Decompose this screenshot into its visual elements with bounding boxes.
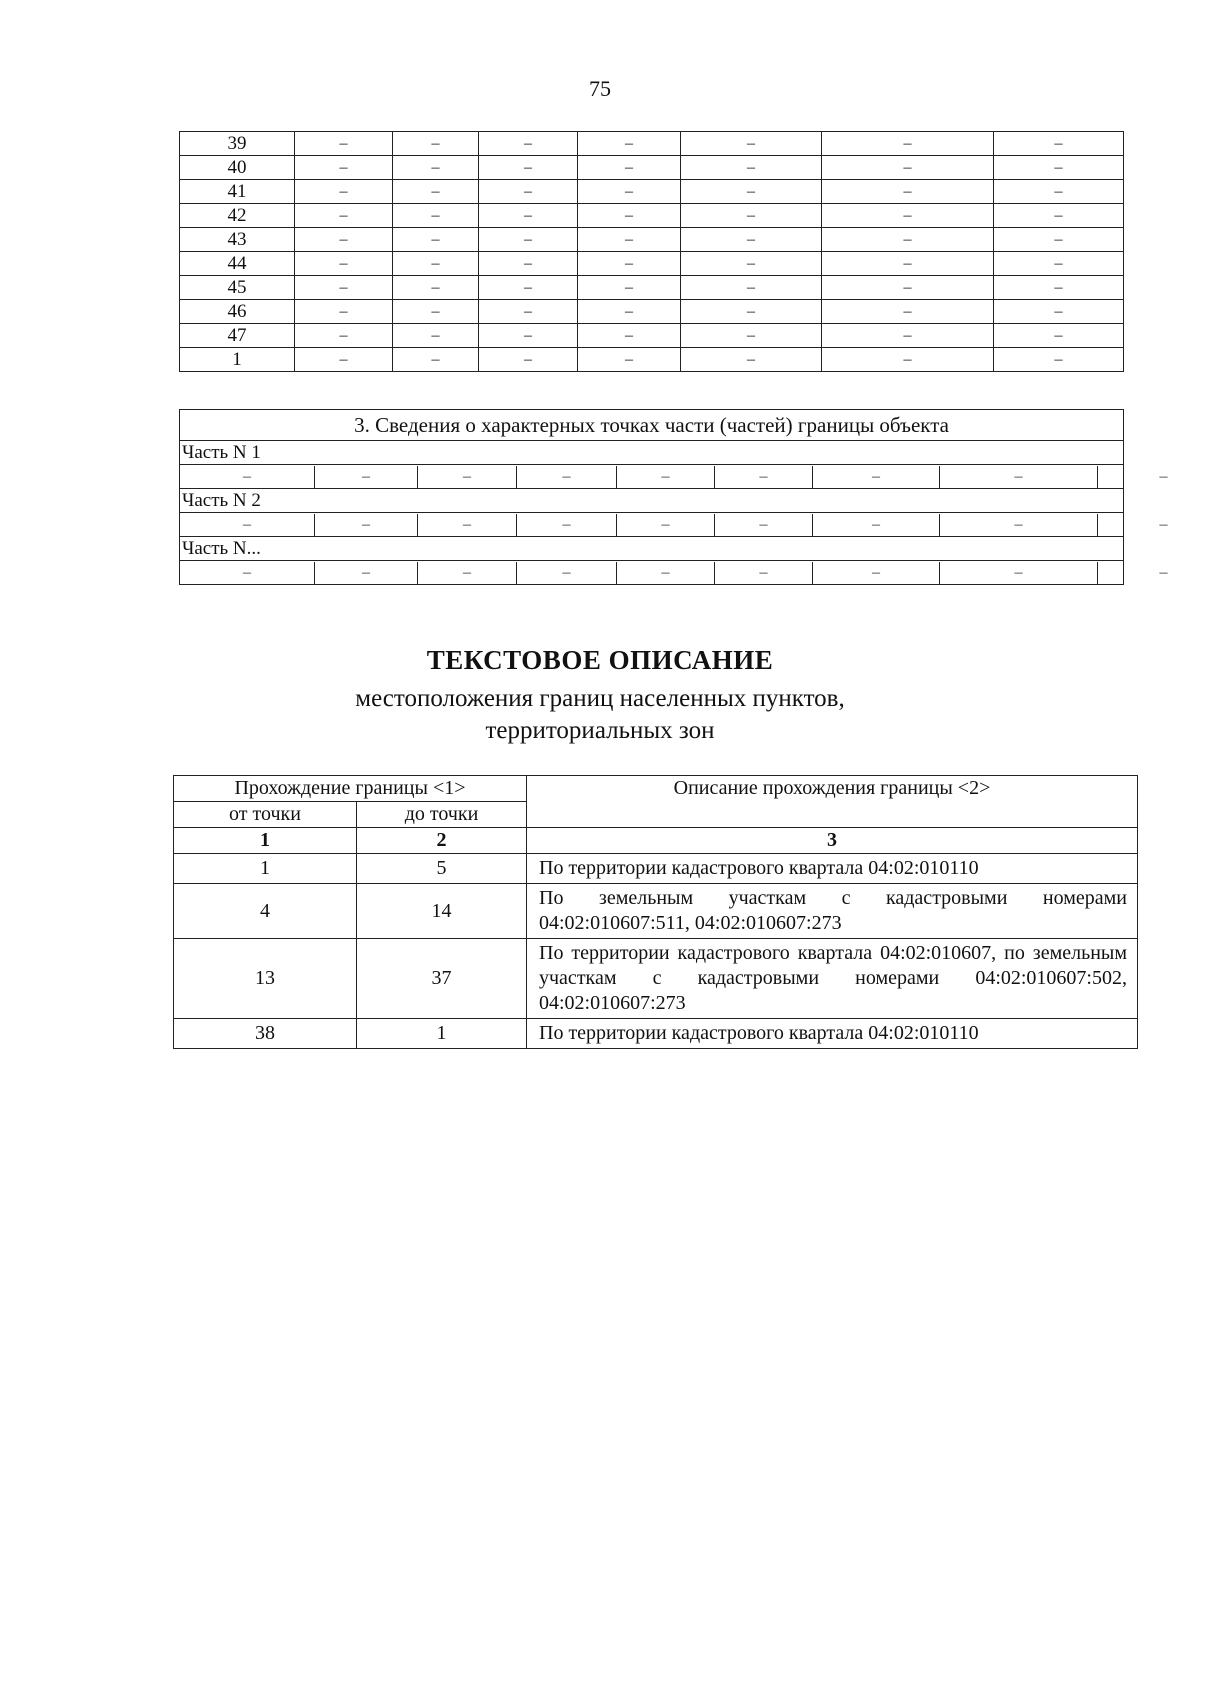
empty-value-cell: –: [940, 466, 1098, 488]
empty-value-cell: –: [243, 563, 251, 581]
empty-value-cell: –: [813, 514, 940, 536]
empty-value-cell: –: [715, 466, 813, 488]
empty-value-cell: –: [822, 132, 994, 156]
empty-value-cell: –: [479, 276, 578, 300]
empty-value-cell: –: [1098, 562, 1229, 584]
empty-value-cell: –: [578, 156, 681, 180]
empty-value-cell: –: [393, 252, 479, 276]
empty-value-cell: –: [1098, 514, 1229, 536]
part-label-row: [180, 489, 1124, 513]
empty-value-cell: –: [578, 252, 681, 276]
empty-value-cell: –: [940, 562, 1098, 584]
empty-value-cell: –: [822, 300, 994, 324]
empty-value-cell: –: [479, 204, 578, 228]
table-row: [180, 300, 1124, 324]
empty-value-cell: –: [393, 324, 479, 348]
empty-value-cell: –: [295, 252, 393, 276]
point-number: 42: [180, 204, 295, 228]
empty-value-cell: –: [393, 348, 479, 372]
empty-value-cell: –: [243, 515, 251, 533]
header-from-point: от точки: [174, 802, 357, 828]
empty-value-cell: –: [517, 466, 617, 488]
table-row: [180, 324, 1124, 348]
header-description: Описание прохождения границы <2>: [527, 776, 1138, 828]
to-point: 5: [357, 854, 527, 884]
part-label: Часть N 1: [180, 441, 1124, 465]
empty-value-cell: –: [295, 180, 393, 204]
empty-value-cell: –: [418, 466, 517, 488]
column-number: 2: [357, 828, 527, 854]
table-row: [174, 1019, 1138, 1049]
empty-value-cell: –: [681, 228, 822, 252]
table-row: [180, 156, 1124, 180]
empty-value-cell: –: [994, 324, 1124, 348]
empty-value-cell: –: [994, 180, 1124, 204]
empty-value-cell: –: [822, 180, 994, 204]
empty-value-cell: –: [822, 276, 994, 300]
boundary-description: По территории кадастрового квартала 04:02:010607, по земельным участкам с кадастровыми номерами 04:02:010607:502, 04:02:010607:273: [527, 939, 1138, 1019]
boundary-description: По территории кадастрового квартала 04:02:010110: [527, 854, 1138, 884]
empty-value-cell: –: [479, 348, 578, 372]
from-point: 38: [174, 1019, 357, 1049]
empty-value-cell: –: [295, 156, 393, 180]
empty-value-cell: –: [994, 204, 1124, 228]
empty-value-cell: –: [681, 132, 822, 156]
part-label: Часть N 2: [180, 489, 1124, 513]
empty-value-cell: –: [715, 514, 813, 536]
part-label-row: [180, 441, 1124, 465]
empty-value-cell: –: [617, 514, 715, 536]
table-row: [174, 854, 1138, 884]
empty-value-cell: –: [479, 156, 578, 180]
point-number: 46: [180, 300, 295, 324]
empty-value-cell: –: [994, 156, 1124, 180]
empty-value-cell: –: [578, 228, 681, 252]
from-point: 1: [174, 854, 357, 884]
empty-value-cell: –: [479, 324, 578, 348]
part-values-row: [180, 465, 1124, 489]
column-number: 3: [527, 828, 1138, 854]
empty-value-cell: –: [393, 276, 479, 300]
part-values-wrapper: [180, 561, 1168, 585]
to-point: 37: [357, 939, 527, 1019]
empty-value-cell: –: [315, 466, 418, 488]
empty-value-cell: –: [1098, 466, 1229, 488]
empty-value-cell: –: [681, 324, 822, 348]
part-values-row: [180, 561, 1124, 585]
document-subheading-line-2: территориальных зон: [485, 717, 715, 744]
empty-value-cell: –: [295, 132, 393, 156]
part-label: Часть N...: [180, 537, 1124, 561]
empty-value-cell: –: [479, 252, 578, 276]
empty-value-cell: –: [295, 348, 393, 372]
table-row: [180, 204, 1124, 228]
to-point: 14: [357, 884, 527, 939]
table-row: [180, 348, 1124, 372]
empty-value-cell: –: [994, 228, 1124, 252]
empty-value-cell: –: [393, 156, 479, 180]
empty-value-cell: –: [940, 514, 1098, 536]
point-number: 43: [180, 228, 295, 252]
empty-value-cell: –: [822, 204, 994, 228]
empty-value-cell: –: [517, 562, 617, 584]
empty-value-cell: –: [315, 562, 418, 584]
empty-value-cell: –: [479, 300, 578, 324]
empty-value-cell: –: [479, 228, 578, 252]
empty-value-cell: –: [681, 252, 822, 276]
empty-value-cell: –: [578, 300, 681, 324]
empty-value-cell: –: [479, 132, 578, 156]
empty-value-cell: –: [994, 132, 1124, 156]
header-to-point: до точки: [357, 802, 527, 828]
part-values-wrapper: [180, 465, 1168, 489]
empty-value-cell: –: [578, 180, 681, 204]
table-row: [180, 228, 1124, 252]
empty-value-cell: –: [578, 204, 681, 228]
document-subheading-line-1: местоположения границ населенных пунктов,: [355, 685, 845, 712]
empty-value-cell: –: [578, 324, 681, 348]
empty-value-cell: –: [822, 252, 994, 276]
table-row: [180, 180, 1124, 204]
boundary-description: По земельным участкам с кадастровыми номерами 04:02:010607:511, 04:02:010607:273: [527, 884, 1138, 939]
empty-value-cell: –: [418, 562, 517, 584]
empty-value-cell: –: [315, 514, 418, 536]
parts-table: [179, 409, 1168, 585]
parts-section-title: 3. Сведения о характерных точках части (частей) границы объекта: [180, 410, 1124, 441]
empty-value-cell: –: [822, 156, 994, 180]
empty-value-cell: –: [822, 348, 994, 372]
empty-value-cell: –: [994, 300, 1124, 324]
from-point: 4: [174, 884, 357, 939]
part-label-row: [180, 537, 1124, 561]
empty-value-cell: –: [681, 156, 822, 180]
empty-value-cell: –: [393, 132, 479, 156]
empty-value-cell: –: [681, 180, 822, 204]
table-row: [174, 939, 1138, 1019]
column-number: 1: [174, 828, 357, 854]
point-number: 45: [180, 276, 295, 300]
empty-value-cell: –: [243, 467, 251, 485]
empty-value-cell: –: [393, 180, 479, 204]
point-number: 39: [180, 132, 295, 156]
empty-value-cell: –: [393, 300, 479, 324]
empty-value-cell: –: [617, 466, 715, 488]
empty-value-cell: –: [295, 276, 393, 300]
point-number: 44: [180, 252, 295, 276]
empty-value-cell: –: [822, 324, 994, 348]
point-number: 41: [180, 180, 295, 204]
document-heading: ТЕКСТОВОЕ ОПИСАНИЕ: [426, 645, 774, 675]
point-number: 40: [180, 156, 295, 180]
page-number: 75: [589, 76, 611, 101]
table-row: [180, 252, 1124, 276]
empty-value-cell: –: [295, 228, 393, 252]
empty-value-cell: –: [822, 228, 994, 252]
empty-value-cell: –: [578, 132, 681, 156]
empty-value-cell: –: [295, 204, 393, 228]
header-passage: Прохождение границы <1>: [174, 776, 527, 802]
empty-value-cell: –: [994, 348, 1124, 372]
empty-value-cell: –: [813, 466, 940, 488]
empty-value-cell: –: [517, 514, 617, 536]
empty-value-cell: –: [393, 228, 479, 252]
empty-value-cell: –: [813, 562, 940, 584]
table-row: [180, 276, 1124, 300]
part-values-row: [180, 513, 1124, 537]
empty-value-cell: –: [578, 276, 681, 300]
empty-value-cell: –: [681, 204, 822, 228]
boundary-description: По территории кадастрового квартала 04:02:010110: [527, 1019, 1138, 1049]
from-point: 13: [174, 939, 357, 1019]
empty-value-cell: –: [393, 204, 479, 228]
coordinates-table: [179, 131, 1124, 372]
empty-value-cell: –: [295, 300, 393, 324]
empty-value-cell: –: [715, 562, 813, 584]
table-row: [180, 132, 1124, 156]
empty-value-cell: –: [681, 276, 822, 300]
empty-value-cell: –: [418, 514, 517, 536]
empty-value-cell: –: [578, 348, 681, 372]
empty-value-cell: –: [295, 324, 393, 348]
empty-value-cell: –: [681, 300, 822, 324]
part-values-wrapper: [180, 513, 1168, 537]
point-number: 1: [180, 348, 295, 372]
empty-value-cell: –: [681, 348, 822, 372]
empty-value-cell: –: [479, 180, 578, 204]
table-row: [174, 884, 1138, 939]
point-number: 47: [180, 324, 295, 348]
to-point: 1: [357, 1019, 527, 1049]
empty-value-cell: –: [617, 562, 715, 584]
boundary-description-table: [173, 775, 1138, 1049]
empty-value-cell: –: [994, 276, 1124, 300]
empty-value-cell: –: [994, 252, 1124, 276]
